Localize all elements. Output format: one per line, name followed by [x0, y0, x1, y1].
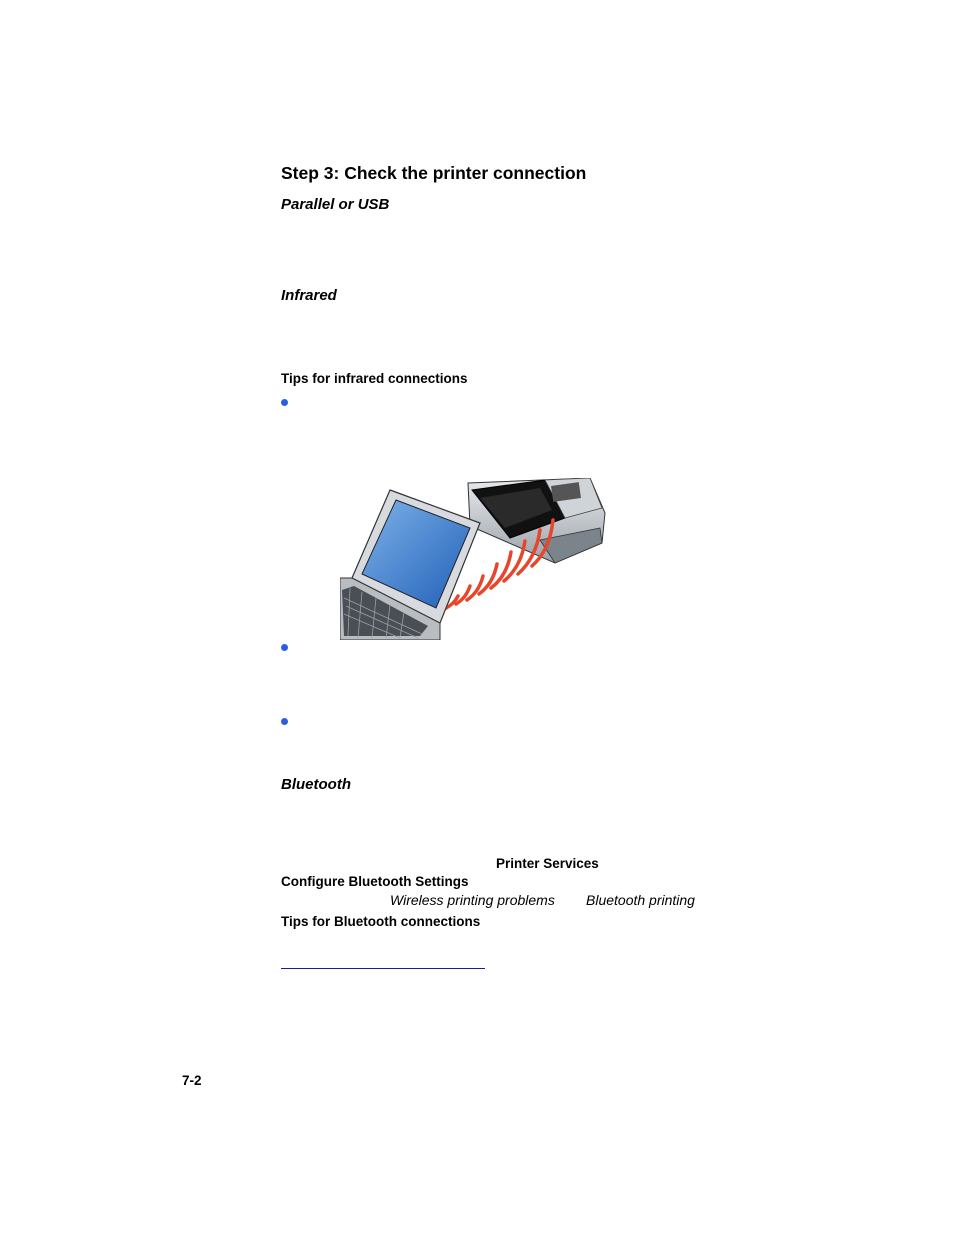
bullet-1 [281, 399, 288, 406]
step-heading: Step 3: Check the printer connection [281, 163, 587, 183]
section-parallel-usb-heading: Parallel or USB [281, 196, 390, 213]
wireless-printing-problems-ref[interactable]: Wireless printing problems [390, 892, 555, 908]
bullet-2 [281, 644, 288, 651]
bluetooth-printing-ref[interactable]: Bluetooth printing [586, 892, 695, 908]
tips-infrared-heading: Tips for infrared connections [281, 371, 468, 386]
section-bluetooth-heading: Bluetooth [281, 776, 351, 793]
configure-bluetooth-settings-label: Configure Bluetooth Settings [281, 874, 469, 889]
laptop-icon [340, 490, 480, 640]
tips-bluetooth-heading: Tips for Bluetooth connections [281, 914, 481, 929]
bullet-3 [281, 718, 288, 725]
page-number: 7-2 [182, 1073, 202, 1088]
laptop-infrared-printer-illustration [340, 478, 610, 640]
section-infrared-heading: Infrared [281, 287, 337, 304]
footnote-rule [281, 968, 485, 969]
printer-services-label: Printer Services [496, 856, 599, 871]
